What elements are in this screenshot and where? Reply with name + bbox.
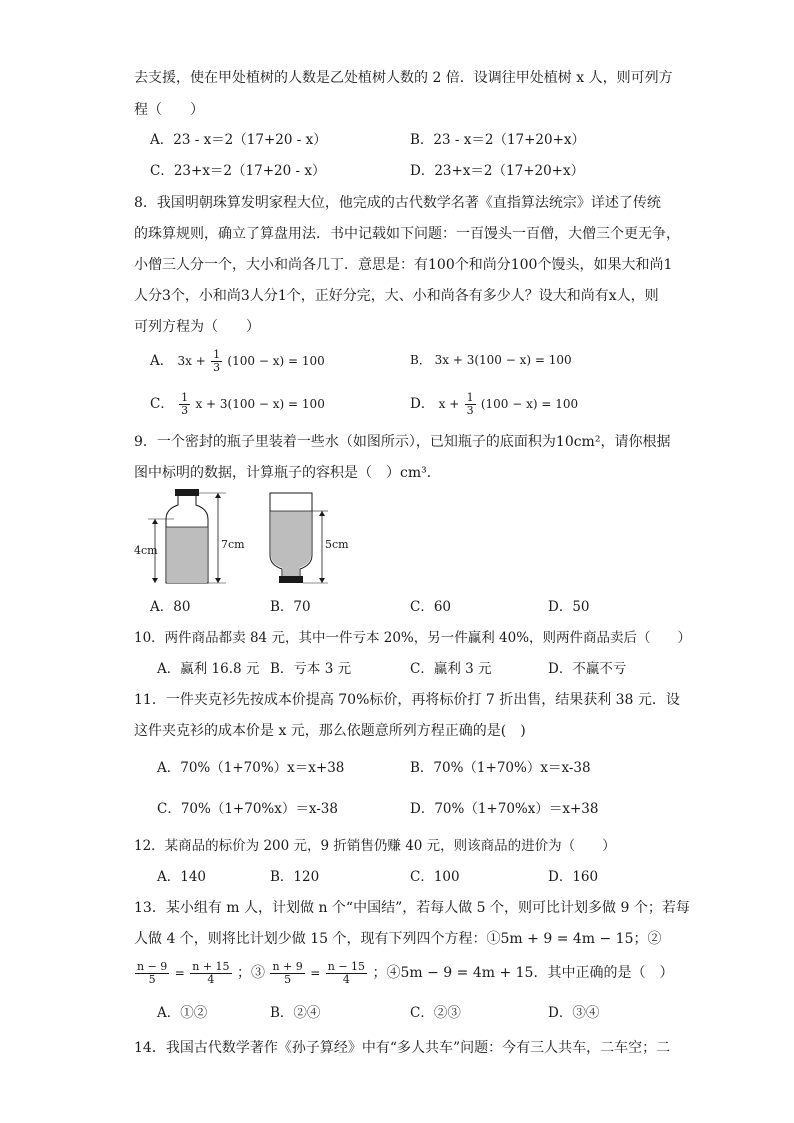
- q10-option-a: A．赢利 16.8 元: [157, 661, 260, 677]
- q8-line4: 人分3个，小和尚3人分1个，正好分完，大、小和尚各有多少人？设大和尚有x人，则: [134, 288, 659, 304]
- q7-line2: 程（ ）: [134, 102, 204, 118]
- q9-line2: 图中标明的数据，计算瓶子的容积是（ ）cm³．: [134, 465, 441, 481]
- q11-option-d: D．70%（1+70%x）＝x+38: [410, 801, 599, 817]
- q8-fraction-one-third: $\frac{1}{3}$: [213, 348, 221, 374]
- q13-fraction-4: $\frac{n - 15}{4}$: [327, 959, 366, 986]
- q8-option-c: C． $\frac{1}{3}$ x + 3(100 − x) = 100: [150, 391, 325, 417]
- q12-option-b: B．120: [270, 869, 320, 885]
- q11-line2: 这件夹克衫的成本价是 x 元，那么依题意所列方程正确的是( ): [134, 723, 526, 739]
- q14-line1: 14．我国古代数学著作《孙子算经》中有“多人共车”问题：今有三人共车，二车空；二: [134, 1040, 671, 1056]
- bottle2-cap: [279, 576, 303, 583]
- q7-line1: 去支援，使在甲处植树的人数是乙处植树人数的 2 倍．设调往甲处植树 x 人，则可列方: [134, 70, 673, 86]
- fig-label-5cm: 5cm: [325, 538, 349, 551]
- q10-line1: 10．两件商品都卖 84 元，其中一件亏本 20%，另一件赢利 40%，则两件商品卖后（ ）: [134, 630, 692, 646]
- q12-option-d: D．160: [548, 869, 599, 885]
- q9-option-a: A．80: [150, 599, 191, 615]
- fig-label-7cm: 7cm: [221, 538, 245, 551]
- q12-option-a: A．140: [157, 869, 207, 885]
- q10-option-d: D．不赢不亏: [548, 661, 627, 677]
- q11-line1: 11．一件夹克衫先按成本价提高 70%标价，再将标价打 7 折出售，结果获利 38 元．设: [134, 692, 680, 708]
- q8-line5: 可列方程为（ ）: [134, 319, 260, 335]
- q13-option-a: A．①②: [157, 1005, 208, 1021]
- q9-option-c: C．60: [410, 599, 452, 615]
- q13-line1: 13．某小组有 m 人，计划做 n 个“中国结”，若每人做 5 个，则可比计划多做 9 个；若每: [134, 900, 690, 916]
- q13-option-c: C．②③: [410, 1005, 461, 1021]
- bottle1-water: [167, 527, 207, 583]
- q13-fraction-3: $\frac{n + 9}{5}$: [272, 959, 303, 986]
- q9-line1: 9．一个密封的瓶子里装着一些水（如图所示），已知瓶子的底面积为10cm²，请你根据: [134, 434, 671, 450]
- q7-option-d: D．23+x＝2（17+20+x）: [410, 163, 585, 179]
- q8-option-b: B． 3x + 3(100 − x) = 100: [410, 353, 572, 367]
- q11-option-a: A．70%（1+70%）x＝x+38: [157, 760, 345, 776]
- bottle1-cap: [175, 489, 199, 496]
- q11-option-c: C．70%（1+70%x）＝x-38: [157, 801, 338, 817]
- q8-fraction-one-third-c: $\frac{1}{3}$: [181, 391, 189, 417]
- q13-fraction-1: $\frac{n - 9}{5}$: [137, 959, 168, 986]
- q12-option-c: C．100: [410, 869, 460, 885]
- q9-option-b: B．70: [270, 599, 311, 615]
- q10-option-b: B．亏本 3 元: [270, 661, 352, 677]
- q13-line3: $\frac{n - 9}{5}$ = $\frac{n + 15}{4}$ ；③ $\frac{n + 9}{5}$ = $\frac{n - 15}{4}$ ；④5m − 9 = 4m + 15．其中正确的是（ ）: [137, 959, 674, 986]
- q10-option-c: C．赢利 3 元: [410, 661, 492, 677]
- q8-option-a: A． 3x + $\frac{1}{3}$ (100 − x) = 100: [150, 348, 325, 374]
- q7-option-b: B．23 - x＝2（17+20+x）: [410, 132, 586, 148]
- q13-option-d: D．③④: [548, 1005, 600, 1021]
- q8-option-d: D． x + $\frac{1}{3}$ (100 − x) = 100: [410, 391, 579, 417]
- q7-option-a: A．23 - x＝2（17+20 - x）: [150, 132, 327, 148]
- q8-line2: 的珠算规则，确立了算盘用法．书中记载如下问题：一百馒头一百僧，大僧三个更无争，: [134, 226, 680, 242]
- q9-option-d: D．50: [548, 599, 590, 615]
- q7-option-c: C．23+x＝2（17+20 - x）: [150, 163, 326, 179]
- q8-line1: 8．我国明朝珠算发明家程大位，他完成的古代数学名著《直指算法统宗》详述了传统: [134, 195, 661, 211]
- q13-option-b: B．②④: [270, 1005, 321, 1021]
- q13-line2: 人做 4 个，则将比计划少做 15 个，现有下列四个方程：①5m + 9 = 4m − 15；②: [134, 931, 662, 947]
- q8-fraction-one-third-d: $\frac{1}{3}$: [466, 391, 474, 417]
- q8-line3: 小僧三人分一个，大小和尚各几丁．意思是：有100个和尚分100个馒头，如果大和尚1: [134, 257, 673, 273]
- q12-line1: 12．某商品的标价为 200 元，9 折销售仍赚 40 元，则该商品的进价为（ ）: [134, 838, 616, 854]
- q13-fraction-2: $\frac{n + 15}{4}$: [192, 959, 230, 986]
- q11-option-b: B．70%（1+70%）x＝x-38: [410, 760, 591, 776]
- fig-label-4cm: 4cm: [134, 544, 158, 557]
